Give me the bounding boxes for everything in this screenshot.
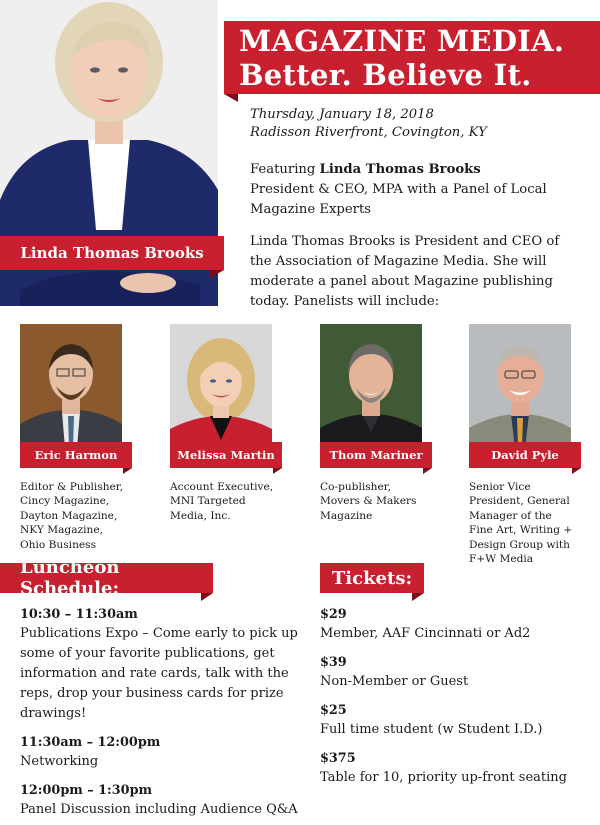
featuring-panel: Magazine Experts xyxy=(250,202,372,217)
panelist-desc-line: Co-publisher, xyxy=(320,481,392,493)
event-location: Radisson Riverfront, Covington, KY xyxy=(250,125,487,140)
schedule-text: some of your favorite publications, get xyxy=(20,646,275,661)
schedule-time: 10:30 – 11:30am xyxy=(20,607,138,622)
bio-line: Linda Thomas Brooks is President and CEO of xyxy=(250,234,560,249)
schedule-text: Panel Discussion including Audience Q&A xyxy=(20,802,298,817)
bio-block xyxy=(250,232,585,312)
ticket-desc: Non-Member or Guest xyxy=(320,674,469,689)
schedule-text: reps, drop your business cards for prize xyxy=(20,686,284,701)
featuring-block xyxy=(250,160,580,220)
panelist-fold xyxy=(123,468,132,474)
panelist-desc-line: F+W Media xyxy=(469,553,534,566)
ticket-price: $25 xyxy=(320,703,347,718)
panelist-fold xyxy=(273,468,282,474)
panelist-desc-line: President, General xyxy=(469,495,570,508)
panelist-desc-line: Cincy Magazine, xyxy=(20,495,110,508)
panelist-desc-line: Manager of the xyxy=(469,509,552,522)
event-info xyxy=(250,106,487,142)
ticket-desc: Table for 10, priority up-front seating xyxy=(320,770,567,785)
featuring-prefix: Featuring xyxy=(250,162,320,177)
schedule-time: 12:00pm – 1:30pm xyxy=(20,783,153,798)
panelist-banner-thom-mariner: Thom Mariner xyxy=(320,442,432,468)
panelist-desc-thom-mariner xyxy=(320,480,445,523)
panelist-banner-david-pyle: David Pyle xyxy=(469,442,581,468)
event-date: Thursday, January 18, 2018 xyxy=(250,107,434,122)
panelist-desc-line: Magazine xyxy=(320,509,373,522)
headline-fold xyxy=(224,94,238,102)
panelist-desc-line: Editor & Publisher, xyxy=(20,481,124,493)
hero-name-banner: Linda Thomas Brooks xyxy=(0,236,224,270)
panelist-photo-melissa-martin xyxy=(170,324,272,448)
ticket-desc: Full time student (w Student I.D.) xyxy=(320,722,543,737)
schedule-text: information and rate cards, talk with the xyxy=(20,666,289,681)
panelist-desc-line: Senior Vice xyxy=(469,481,531,493)
featuring-title: President & CEO, MPA with a Panel of Local xyxy=(250,182,547,197)
panelist-desc-line: Account Executive, xyxy=(170,481,274,493)
panelist-desc-line: Design Group with xyxy=(469,538,570,551)
panelist-desc-melissa-martin xyxy=(170,480,295,523)
schedule-text: drawings! xyxy=(20,706,87,721)
headline-line-2: Better. Believe It. xyxy=(239,58,532,92)
ticket-price: $375 xyxy=(320,751,356,766)
headline-banner xyxy=(224,21,600,94)
ticket-desc: Member, AAF Cincinnati or Ad2 xyxy=(320,626,531,641)
bio-line: moderate a panel about Magazine publishing xyxy=(250,274,553,289)
panelist-desc-line: MNI Targeted xyxy=(170,495,246,508)
panelist-photo-eric-harmon xyxy=(20,324,122,448)
bio-line: today. Panelists will include: xyxy=(250,294,440,309)
schedule-list xyxy=(20,606,305,820)
panelist-photo-thom-mariner xyxy=(320,324,422,448)
tickets-heading: Tickets: xyxy=(320,563,424,593)
hero-banner-fold xyxy=(210,270,224,278)
panelist-fold xyxy=(423,468,432,474)
panelist-desc-line: Ohio Business xyxy=(20,538,97,551)
bio-line: the Association of Magazine Media. She will xyxy=(250,254,547,269)
ticket-price: $39 xyxy=(320,655,347,670)
panelist-banner-eric-harmon: Eric Harmon xyxy=(20,442,132,468)
schedule-time: 11:30am – 12:00pm xyxy=(20,735,161,750)
panelist-fold xyxy=(572,468,581,474)
featuring-name: Linda Thomas Brooks xyxy=(319,162,481,177)
tickets-list xyxy=(320,606,590,788)
panelist-desc-line: Media, Inc. xyxy=(170,509,231,522)
tickets-heading-fold xyxy=(412,593,424,601)
panelist-photo-david-pyle xyxy=(469,324,571,448)
panelist-desc-line: Fine Art, Writing + xyxy=(469,524,573,537)
panelist-desc-line: Movers & Makers xyxy=(320,495,417,508)
panelist-desc-line: Dayton Magazine, xyxy=(20,509,118,522)
schedule-heading: Luncheon Schedule: xyxy=(0,563,213,593)
panelist-desc-line: NKY Magazine, xyxy=(20,524,103,537)
schedule-text: Networking xyxy=(20,754,99,769)
headline-line-1: MAGAZINE MEDIA. xyxy=(239,24,565,58)
panelist-desc-david-pyle xyxy=(469,480,594,566)
schedule-text: Publications Expo – Come early to pick up xyxy=(20,626,298,641)
ticket-price: $29 xyxy=(320,607,347,622)
schedule-heading-fold xyxy=(201,593,213,601)
panelist-desc-eric-harmon xyxy=(20,480,145,552)
panelist-banner-melissa-martin: Melissa Martin xyxy=(170,442,282,468)
